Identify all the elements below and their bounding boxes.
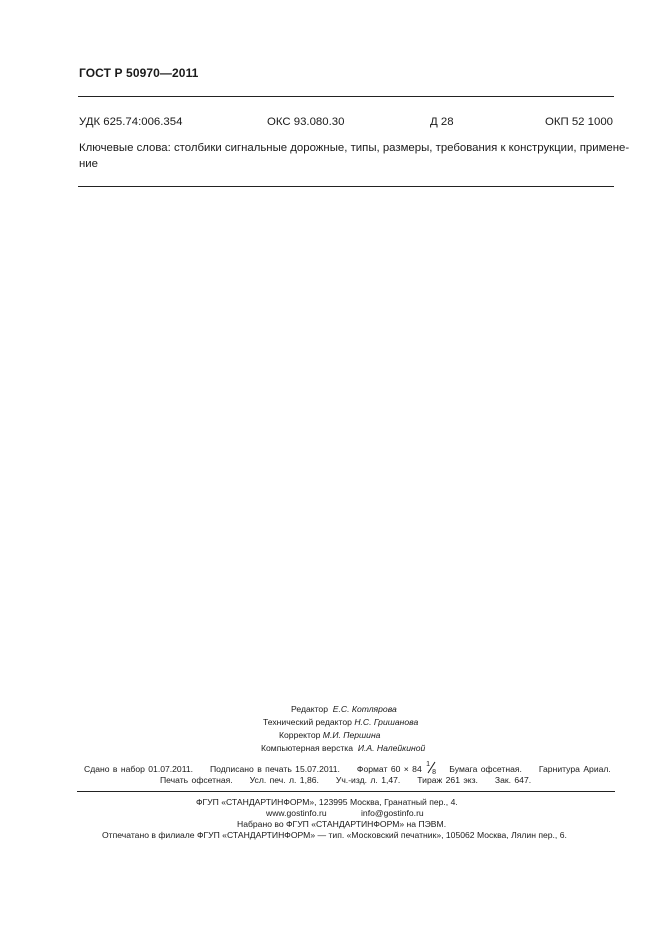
top-divider — [78, 96, 614, 97]
editor-credit — [291, 703, 397, 716]
oks-code: ОКС 93.080.30 — [267, 116, 345, 128]
print-type: Печать офсетная. — [160, 775, 233, 785]
format-numerator: 1 — [426, 761, 431, 768]
typeset-info: Набрано во ФГУП «СТАНДАРТИНФОРМ» на ПЭВМ. — [237, 819, 447, 829]
tech-editor-name: Н.С. Гришанова — [354, 717, 419, 727]
layout-name: И.А. Налейкиной — [357, 743, 426, 753]
format-denominator: 8 — [432, 769, 437, 776]
format-fraction — [425, 761, 439, 774]
editor-label: Редактор — [291, 704, 328, 714]
corrector-label: Корректор — [279, 730, 321, 740]
tech-editor-label: Технический редактор — [263, 717, 352, 727]
d-code: Д 28 — [430, 116, 454, 128]
paper-type: Бумага офсетная. — [449, 764, 522, 774]
editor-name: Е.С. Котлярова — [332, 704, 397, 714]
usl-pech: Усл. печ. л. 1,86. — [249, 775, 319, 785]
layout-label: Компьютерная верстка — [261, 743, 354, 753]
font-type: Гарнитура Ариал. — [538, 764, 611, 774]
layout-credit — [261, 742, 425, 755]
publisher-address: ФГУП «СТАНДАРТИНФОРМ», 123995 Москва, Гранатный пер., 4. — [196, 797, 458, 807]
keywords-line-1: Ключевые слова: столбики сигнальные дорожные, типы, размеры, требования к конструкции, примене- — [79, 142, 630, 154]
signed-date: Подписано в печать 15.07.2011. — [209, 764, 340, 774]
okp-code: ОКП 52 1000 — [544, 116, 613, 128]
keywords-line-2: ние — [79, 158, 98, 170]
tirazh: Тираж 261 экз. — [417, 775, 478, 785]
order-number: Зак. 647. — [494, 775, 532, 785]
printed-info: Отпечатано в филиале ФГУП «СТАНДАРТИНФОРМ» — тип. «Московский печатник», 105062 Москва, Лялин пер., 6. — [102, 830, 567, 840]
uch-izd: Уч.-изд. л. 1,47. — [335, 775, 401, 785]
footer-divider — [77, 791, 615, 792]
corrector-credit — [279, 729, 380, 742]
bottom-divider — [78, 186, 614, 187]
format-label: Формат 60 × 84 — [356, 764, 422, 774]
publisher-email: info@gostinfo.ru — [361, 808, 424, 818]
sent-date: Сдано в набор 01.07.2011. — [84, 764, 194, 774]
keywords-block — [79, 140, 630, 172]
corrector-name: М.И. Першина — [322, 730, 381, 740]
print-details-line-2 — [160, 774, 531, 787]
udk-code: УДК 625.74:006.354 — [79, 116, 183, 128]
publisher-website: www.gostinfo.ru — [266, 808, 327, 818]
tech-editor-credit — [263, 716, 418, 729]
document-id: ГОСТ Р 50970—2011 — [79, 66, 199, 80]
